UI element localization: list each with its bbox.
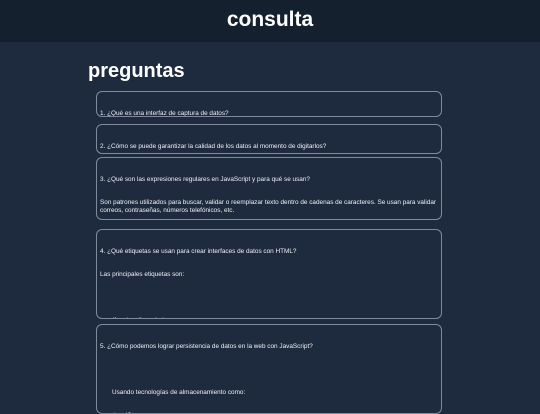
qa-card-4 [96, 229, 442, 319]
page-heading: preguntas [88, 60, 185, 82]
qa-card-2 [96, 124, 442, 154]
top-header-bar [0, 0, 540, 42]
question-4: 4. ¿Qué etiquetas se usan para crear interfaces de datos con HTML? [100, 247, 297, 255]
question-2: 2. ¿Cómo se puede garantizar la calidad de los datos al momento de digitarlos? [100, 142, 327, 150]
site-title: consulta [226, 8, 314, 31]
intro-5: Usando tecnologías de almacenamiento como: [112, 388, 246, 396]
qa-card-3 [96, 157, 442, 220]
qa-card-1 [96, 91, 442, 117]
list-item [100, 317, 438, 319]
question-5: 5. ¿Cómo podemos lograr persistencia de datos en la web con JavaScript? [100, 342, 313, 350]
answer-3: Son patrones utilizados para buscar, validar o reemplazar texto dentro de cadenas de caracteres. Se usan para validar correos, contraseñas, números telefónicos, etc. [100, 198, 438, 214]
intro-4: Las principales etiquetas son: [100, 270, 185, 278]
question-1: 1. ¿Qué es una interfaz de captura de datos? [100, 109, 229, 117]
qa-card-5 [96, 324, 442, 414]
question-3: 3. ¿Qué son las expresiones regulares en JavaScript y para qué se usan? [100, 175, 310, 183]
